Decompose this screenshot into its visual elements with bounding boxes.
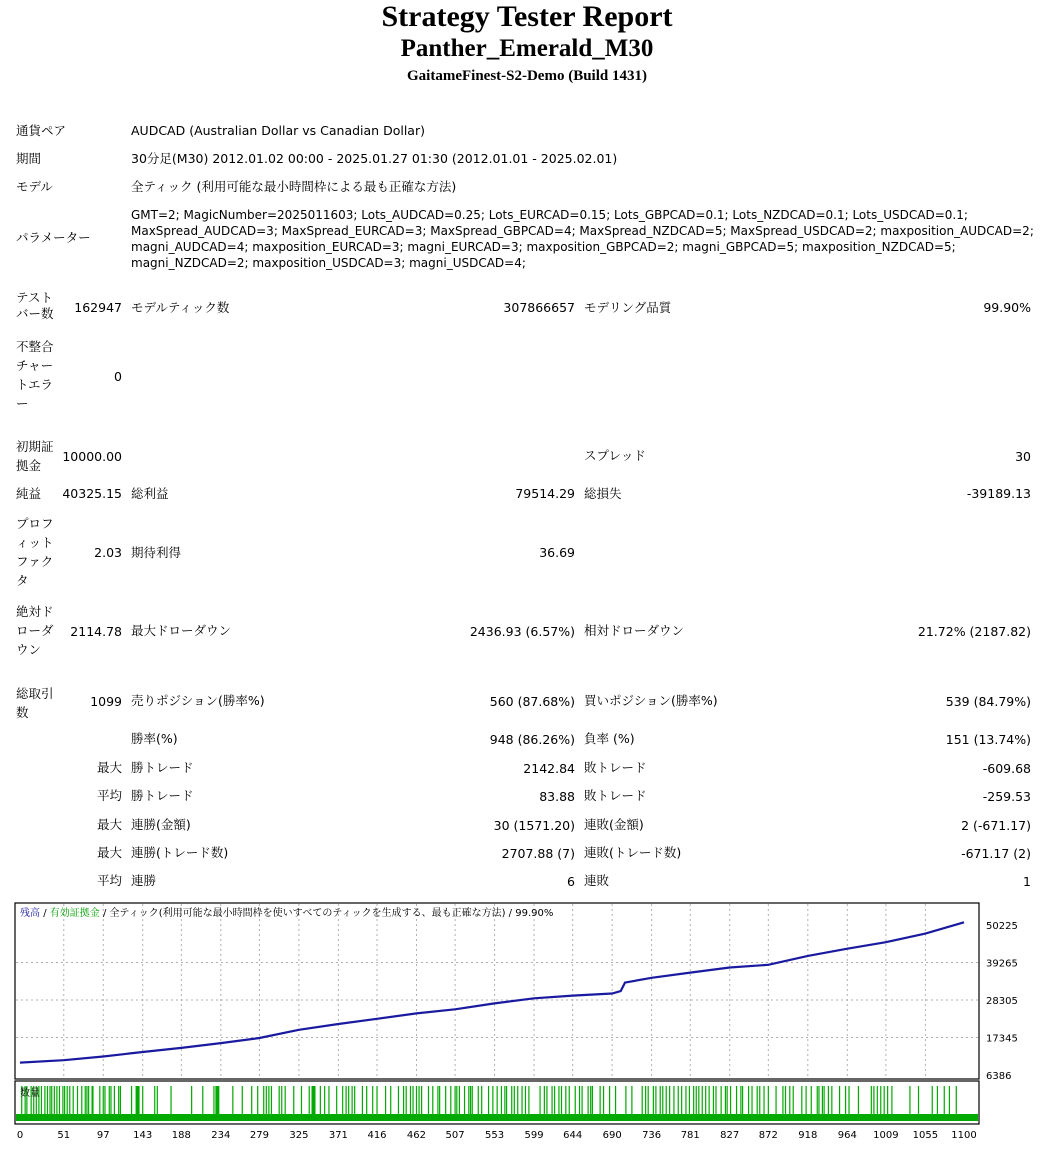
max-label-1: 最大 [96, 760, 122, 775]
model-label: モデル [16, 179, 53, 194]
x-tick-label: 234 [211, 1130, 231, 1141]
win-rate-label: 勝率(%) [131, 731, 178, 746]
x-tick-label: 1100 [951, 1130, 977, 1141]
legend-equity: 有効証拠金 [49, 908, 100, 919]
x-tick-label: 279 [249, 1130, 269, 1141]
gross-loss-label: 総損失 [584, 486, 622, 501]
ea-name: Panther_Emerald_M30 [400, 35, 654, 62]
loss-rate-value: 151 (13.74%) [945, 732, 1031, 747]
volume-bar-thick [215, 1086, 219, 1121]
expected-payoff-value: 36.69 [539, 545, 575, 560]
net-profit-value: 40325.15 [62, 486, 122, 501]
y-tick-label: 17345 [986, 1033, 1018, 1045]
x-tick-label: 872 [758, 1130, 778, 1141]
x-tick-label: 0 [16, 1130, 24, 1141]
x-tick-label: 416 [367, 1130, 387, 1141]
x-tick-label: 599 [524, 1130, 544, 1141]
max-label-3: 最大 [96, 845, 122, 860]
largest-win-label: 勝トレード [131, 760, 194, 775]
cons-win-amount-label: 連勝(金額) [131, 817, 191, 832]
abs-drawdown-value: 2114.78 [70, 624, 122, 639]
mismatch-value: 0 [114, 369, 122, 384]
x-tick-label: 1009 [873, 1130, 899, 1141]
expected-payoff-label: 期待利得 [131, 545, 182, 560]
x-tick-label: 325 [289, 1130, 309, 1141]
params-label: パラメーター [16, 230, 91, 245]
chart-legend [20, 906, 553, 919]
avg-loss-label: 敗トレード [584, 788, 647, 803]
quality-label: モデリング品質 [584, 300, 672, 315]
legend-description: 全ティック(利用可能な最小時間枠を使いすべてのティックを生成する、最も正確な方法) / 99.90% [109, 908, 554, 919]
volume-bar-thick [311, 1086, 315, 1121]
x-tick-label: 964 [837, 1130, 857, 1141]
cons-loss-amount-label: 連敗(金額) [584, 817, 644, 832]
x-tick-label: 462 [406, 1130, 427, 1141]
gross-loss-value: -39189.13 [966, 486, 1031, 501]
rel-drawdown-label: 相対ドローダウン [584, 623, 685, 638]
chart-main-frame [15, 903, 979, 1079]
x-tick-label: 553 [485, 1130, 505, 1141]
long-positions-label: 買いポジション(勝率%) [584, 693, 718, 708]
cons-loss-count-label: 連敗(トレード数) [584, 845, 682, 860]
balance-chart [0, 895, 1054, 1151]
x-tick-label: 143 [133, 1130, 153, 1141]
legend-separator-2: / [102, 908, 110, 919]
total-trades-label: 総取引数 [16, 686, 54, 720]
avg-label-2: 平均 [96, 873, 122, 888]
x-tick-label: 1055 [912, 1130, 939, 1141]
x-axis-labels [17, 1130, 977, 1141]
legend-balance: 残高 [20, 908, 40, 919]
profit-factor-label: プロフィットファクタ [16, 516, 54, 588]
loss-rate-label: 負率 (%) [584, 731, 635, 746]
deposit-label: 初期証拠金 [16, 439, 54, 473]
x-tick-label: 644 [563, 1130, 583, 1141]
max-label-2: 最大 [96, 817, 122, 832]
x-tick-label: 97 [96, 1130, 110, 1141]
cons-win-count-label: 連勝(トレード数) [131, 845, 229, 860]
total-trades-value: 1099 [90, 694, 122, 709]
pair-label: 通貨ペア [16, 123, 67, 138]
short-positions-value: 560 (87.68%) [489, 694, 575, 709]
x-tick-label: 918 [798, 1130, 818, 1141]
avg-win-label: 勝トレード [131, 788, 194, 803]
model-value: 全ティック (利用可能な最小時間枠による最も正確な方法) [131, 179, 457, 194]
ticks-label: モデルティック数 [131, 300, 230, 315]
profit-factor-value: 2.03 [94, 545, 122, 560]
spread-label: スプレッド [584, 448, 646, 463]
largest-loss-label: 敗トレード [584, 760, 647, 775]
y-tick-label: 39265 [986, 958, 1018, 970]
x-tick-label: 188 [171, 1130, 191, 1141]
pair-value: AUDCAD (Australian Dollar vs Canadian Dollar) [131, 123, 425, 138]
volume-bar-thick [136, 1086, 140, 1121]
x-tick-label: 507 [445, 1130, 465, 1141]
x-tick-label: 781 [680, 1130, 700, 1141]
spread-value: 30 [1015, 449, 1031, 464]
mismatch-label: 不整合チャートエラー [16, 339, 54, 411]
avg-loss-value: -259.53 [982, 789, 1031, 804]
x-tick-label: 827 [720, 1130, 740, 1141]
cons-loss-amount-value: 2 (-671.17) [961, 818, 1031, 833]
avg-cons-win-value: 6 [567, 874, 575, 889]
max-drawdown-label: 最大ドローダウン [131, 623, 232, 638]
y-tick-label: 6386 [986, 1071, 1012, 1082]
net-profit-label: 純益 [16, 486, 42, 501]
period-value: 30分足(M30) 2012.01.02 00:00 - 2025.01.27 01:30 (2012.01.01 - 2025.02.01) [131, 151, 618, 166]
max-drawdown-value: 2436.93 (6.57%) [469, 624, 575, 639]
y-tick-label: 28305 [986, 996, 1018, 1007]
deposit-value: 10000.00 [62, 449, 122, 464]
period-label: 期間 [16, 151, 42, 166]
long-positions-value: 539 (84.79%) [945, 694, 1031, 709]
params-value: GMT=2; MagicNumber=2025011603; Lots_AUDCAD=0.25; Lots_EURCAD=0.15; Lots_GBPCAD=0.1; Lots_NZDCAD=0.1; Lots_USDCAD=0.1; MaxSpread_AUDCAD=3; MaxSpread_EURCAD=3; MaxSpread_GBPCAD=4; MaxSpread_NZDCAD=5; MaxSpread_USDCAD=2; maxposition_AUDCAD=2; magni_AUDCAD=4; maxposition_EURCAD=3; magni_EURCAD=3; maxposition_GBPCAD=2; magni_GBPCAD=5; maxposition_NZDCAD=5; magni_NZDCAD=2; maxposition_USDCAD=3; magni_USDCAD=4; [131, 208, 1034, 270]
largest-loss-value: -609.68 [982, 761, 1031, 776]
report-title: Strategy Tester Report [381, 0, 673, 33]
bars-value: 162947 [74, 300, 122, 315]
rel-drawdown-value: 21.72% (2187.82) [917, 624, 1031, 639]
volume-label: 数量 [20, 1088, 40, 1099]
x-tick-label: 736 [642, 1130, 662, 1141]
cons-win-amount-value: 30 (1571.20) [493, 818, 575, 833]
avg-label-1: 平均 [96, 788, 122, 803]
x-tick-label: 690 [602, 1130, 622, 1141]
y-tick-label: 50225 [986, 921, 1018, 932]
x-tick-label: 51 [57, 1130, 71, 1141]
avg-cons-win-label: 連勝 [131, 873, 157, 888]
short-positions-label: 売りポジション(勝率%) [131, 693, 265, 708]
largest-win-value: 2142.84 [523, 761, 575, 776]
quality-value: 99.90% [983, 300, 1031, 315]
cons-win-count-value: 2707.88 (7) [501, 846, 575, 861]
abs-drawdown-label: 絶対ドローダウン [16, 604, 54, 657]
x-tick-label: 371 [328, 1130, 348, 1141]
avg-cons-loss-value: 1 [1023, 874, 1031, 889]
avg-cons-loss-label: 連敗 [584, 873, 610, 888]
server-name: GaitameFinest-S2-Demo (Build 1431) [407, 68, 647, 84]
gross-profit-label: 総利益 [131, 486, 169, 501]
avg-win-value: 83.88 [539, 789, 575, 804]
legend-separator-1: / [43, 908, 50, 919]
win-rate-value: 948 (86.26%) [489, 732, 575, 747]
y-axis-labels [986, 921, 1018, 1082]
cons-loss-count-value: -671.17 (2) [961, 846, 1031, 861]
ticks-value: 307866657 [503, 300, 575, 315]
gross-profit-value: 79514.29 [515, 486, 575, 501]
bars-label: テストバー数 [16, 290, 54, 321]
